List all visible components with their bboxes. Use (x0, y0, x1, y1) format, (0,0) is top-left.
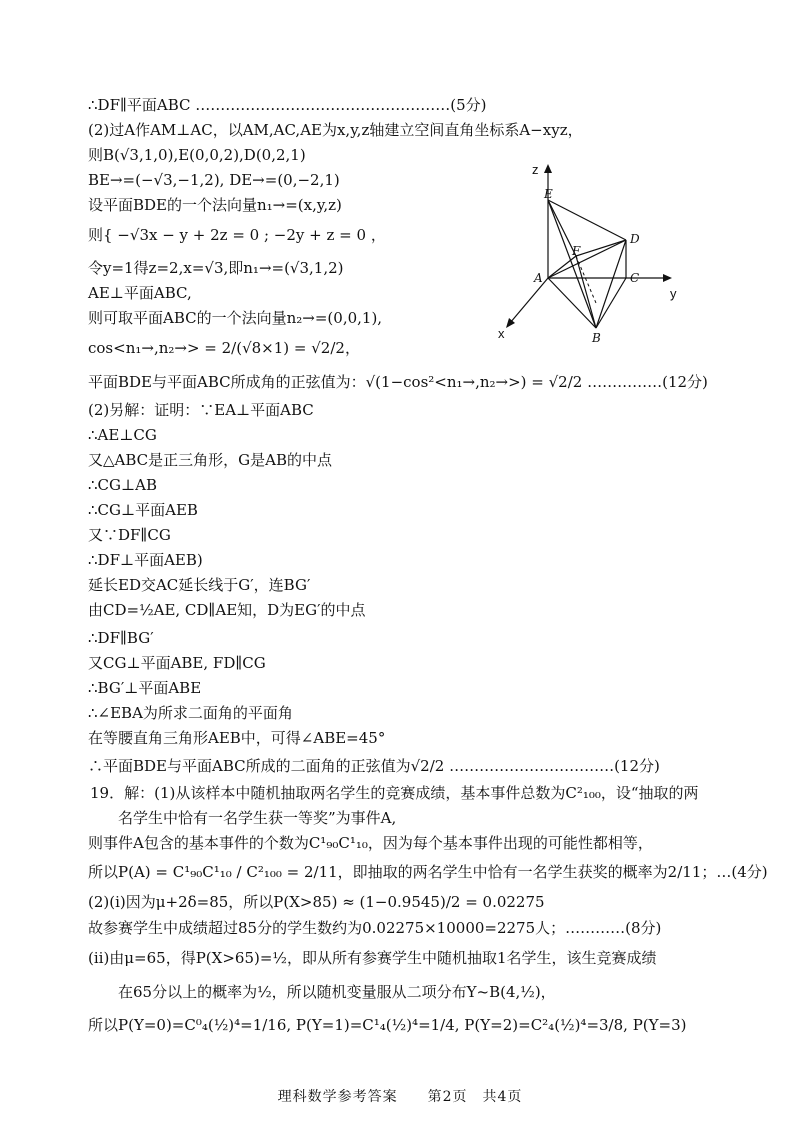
text-line: 所以P(A) = C¹₉₀C¹₁₀ / C²₁₀₀ = 2/11，即抽取的两名学生中恰有一名学生获奖的概率为2/11；…(4分) (88, 863, 768, 881)
page-footer: 理科数学参考答案 第2页 共4页 (277, 1089, 523, 1105)
z-arrow (544, 164, 552, 173)
text-line: 延长ED交AC延长线于G′，连BG′ (88, 576, 311, 594)
text-line: ∴CG⊥AB (88, 476, 157, 494)
text-line: 名学生中恰有一名学生获一等奖”为事件A, (118, 809, 397, 827)
point-C: C (630, 271, 640, 285)
point-F: F (572, 244, 581, 258)
text-line: (2)另解：证明：∵EA⊥平面ABC (88, 401, 314, 419)
axis-label-y: y (670, 286, 677, 301)
text-line: BE→=(−√3,−1,2), DE→=(0,−2,1) (88, 171, 340, 189)
geometry-figure (488, 158, 704, 348)
text-line: ∴AE⊥CG (88, 426, 157, 444)
point-A: A (534, 271, 543, 285)
y-arrow (663, 274, 672, 282)
text-line: 则可取平面ABC的一个法向量n₂→=(0,0,1), (88, 309, 383, 327)
text-line: ∴∠EBA为所求二面角的平面角 (88, 704, 293, 722)
text-line: 19．解：(1)从该样本中随机抽取两名学生的竞赛成绩，基本事件总数为C²₁₀₀，设“抽取的两 (90, 784, 699, 802)
edge-ED (548, 200, 626, 240)
text-line: ∴DF⊥平面AEB) (88, 551, 203, 569)
text-line: 又△ABC是正三角形，G是AB的中点 (88, 451, 332, 469)
edge-AD (548, 240, 626, 278)
text-line: ∴平面BDE与平面ABC所成的二面角的正弦值为√2/2 ……………………………(12分) (88, 757, 660, 775)
text-line: ∴DF∥BG′ (88, 629, 154, 647)
text-line: ∴DF∥平面ABC ……………………………………………(5分) (88, 96, 487, 114)
point-B: B (592, 331, 601, 345)
text-line: (2)过A作AM⊥AC，以AM,AC,AE为x,y,z轴建立空间直角坐标系A−xyz， (88, 121, 583, 139)
text-line: 又∵DF∥CG (88, 526, 171, 544)
axis-label-z: z (532, 162, 539, 177)
edge-EB (548, 200, 596, 328)
text-line: 又CG⊥平面ABE, FD∥CG (88, 654, 266, 672)
text-line: (2)(ⅰ)因为μ+2δ=85，所以P(X>85) ≈ (1−0.9545)/2 = 0.02275 (88, 893, 545, 911)
text-line: 故参赛学生中成绩超过85分的学生数约为0.02275×10000=2275人；…………(8分) (88, 919, 662, 937)
axis-label-x: x (498, 326, 505, 341)
text-line: (ⅱ)由μ=65，得P(X>65)=½，即从所有参赛学生中随机抽取1名学生，该生竞赛成绩 (88, 949, 657, 967)
edge-FD (576, 240, 626, 256)
text-line: 由CD=½AE, CD∥AE知，D为EG′的中点 (88, 601, 366, 619)
text-line: ∴BG′⊥平面ABE (88, 679, 202, 697)
edge-DB (596, 240, 626, 328)
text-line: 令y=1得z=2,x=√3,即n₁→=(√3,1,2) (88, 259, 344, 277)
text-line: 在65分以上的概率为½，所以随机变量服从二项分布Y~B(4,½)， (118, 983, 556, 1001)
point-D: D (630, 232, 640, 246)
text-line: 则{ −√3x − y + 2z = 0 ; −2y + z = 0 ， (88, 226, 386, 244)
text-line: AE⊥平面ABC, (88, 284, 192, 302)
text-line: 设平面BDE的一个法向量n₁→=(x,y,z) (88, 196, 342, 214)
text-line: 所以P(Y=0)=C⁰₄(½)⁴=1/16, P(Y=1)=C¹₄(½)⁴=1/4, P(Y=2)=C²₄(½)⁴=3/8, P(Y=3) (88, 1016, 687, 1034)
hidden-edge (576, 256, 596, 303)
text-line: 则事件A包含的基本事件的个数为C¹₉₀C¹₁₀，因为每个基本事件出现的可能性都相等， (88, 834, 653, 852)
text-line: 则B(√3,1,0),E(0,0,2),D(0,2,1) (88, 146, 306, 164)
text-line: 平面BDE与平面ABC所成角的正弦值为：√(1−cos²<n₁→,n₂→>) = √2/2 ……………(12分) (88, 373, 708, 391)
point-E: E (544, 187, 553, 201)
text-line: 在等腰直角三角形AEB中，可得∠ABE=45° (88, 729, 386, 747)
text-line: ∴CG⊥平面AEB (88, 501, 198, 519)
text-line: cos<n₁→,n₂→> = 2/(√8×1) = √2/2， (88, 339, 360, 357)
